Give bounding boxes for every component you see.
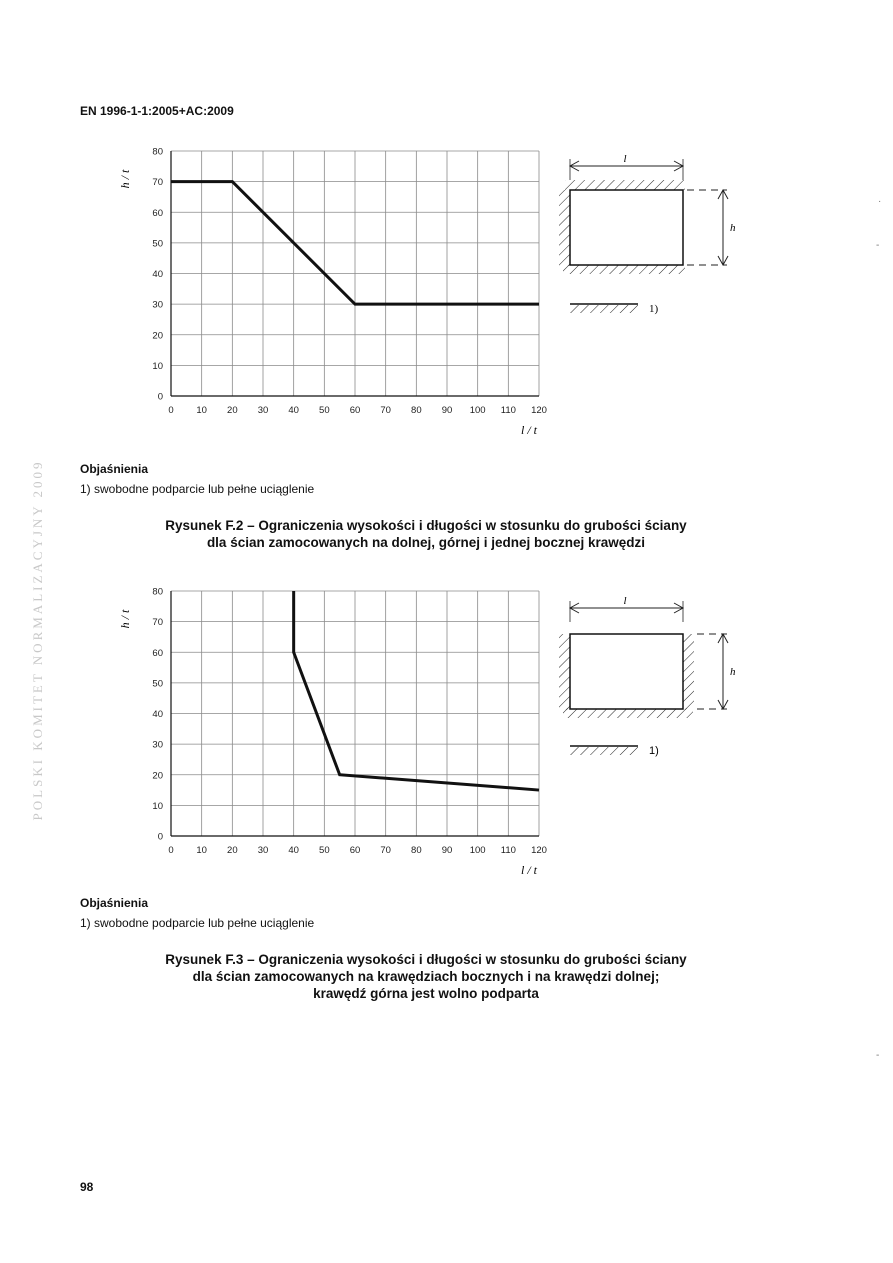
- scan-mark: ·: [878, 196, 882, 207]
- support-symbol-hatch: [570, 747, 638, 755]
- y-tick-label: 20: [152, 770, 163, 782]
- x-tick-label: 0: [168, 405, 174, 416]
- caption-f3-line2: dla ścian zamocowanych na krawędziach bocznych i na krawędzi dolnej;: [192, 969, 660, 984]
- x-tick-label: 120: [531, 845, 547, 856]
- y-tick-label: 70: [152, 617, 163, 629]
- legend-title-f3: Objaśnienia: [80, 896, 149, 910]
- x-tick-label: 80: [411, 405, 422, 416]
- x-tick-label: 100: [469, 405, 486, 416]
- schema-f2: [555, 150, 755, 350]
- schema-f3: [555, 592, 755, 792]
- x-tick-label: 50: [319, 845, 330, 856]
- x-tick-label: 0: [168, 845, 174, 856]
- y-tick-label: 20: [152, 330, 163, 342]
- caption-f3-line3: krawędź górna jest wolno podparta: [313, 986, 539, 1001]
- support-left: [559, 190, 570, 266]
- scan-mark: -: [876, 1050, 880, 1061]
- caption-f3: [80, 951, 772, 1002]
- y-tick-label: 10: [152, 360, 163, 372]
- x-tick-label: 40: [288, 405, 299, 416]
- watermark: POLSKI KOMITET NORMALIZACYJNY 2009: [30, 459, 45, 821]
- y-tick-label: 0: [157, 831, 163, 843]
- caption-f2-line2: dla ścian zamocowanych na dolnej, górnej i jednej bocznej krawędzi: [206, 535, 646, 550]
- x-tick-label: 90: [441, 845, 453, 856]
- x-tick-label: 10: [196, 845, 207, 856]
- scan-mark: -: [876, 240, 880, 251]
- caption-f2-line1: Rysunek F.2 – Ograniczenia wysokości i długości w stosunku do grubości ściany: [165, 518, 687, 533]
- y-tick-label: 50: [152, 678, 163, 690]
- legend-title-f2: Objaśnienia: [80, 462, 149, 476]
- chart-f2: [110, 140, 570, 440]
- x-tick-label: 70: [380, 405, 391, 416]
- x-tick-label: 30: [257, 845, 269, 856]
- x-tick-label: 10: [196, 405, 207, 416]
- document-header: EN 1996-1-1:2005+AC:2009: [80, 104, 234, 118]
- x-tick-label: 70: [380, 845, 391, 856]
- dim-label-h: h: [730, 222, 736, 234]
- y-tick-label: 0: [157, 391, 163, 403]
- x-tick-label: 90: [441, 405, 453, 416]
- x-axis-label: l / t: [520, 863, 538, 877]
- support-left: [559, 634, 570, 710]
- x-tick-label: 60: [349, 845, 361, 856]
- x-tick-label: 30: [257, 405, 269, 416]
- y-tick-label: 80: [152, 146, 163, 158]
- x-tick-label: 60: [349, 405, 361, 416]
- dim-label-h: h: [730, 666, 736, 678]
- y-tick-label: 50: [152, 238, 163, 250]
- note-marker: 1): [649, 303, 659, 315]
- y-tick-label: 30: [152, 299, 163, 311]
- x-tick-label: 40: [288, 845, 299, 856]
- y-tick-label: 40: [152, 709, 163, 720]
- y-tick-label: 60: [152, 647, 163, 659]
- support-right: [683, 634, 694, 710]
- wall-panel: [570, 190, 683, 265]
- y-tick-label: 30: [152, 739, 163, 751]
- y-tick-label: 70: [152, 177, 163, 189]
- legend-item-f2: 1) swobodne podparcie lub pełne uciąglenie: [80, 482, 315, 496]
- x-tick-label: 110: [500, 845, 516, 856]
- y-tick-label: 10: [152, 800, 163, 812]
- legend-item-f3: 1) swobodne podparcie lub pełne uciąglenie: [80, 916, 315, 930]
- chart-f3: [110, 580, 570, 880]
- y-tick-label: 60: [152, 207, 163, 219]
- support-symbol-hatch: [570, 305, 638, 313]
- page-number: 98: [80, 1180, 94, 1194]
- x-tick-label: 20: [227, 405, 238, 416]
- wall-panel: [570, 634, 683, 709]
- x-tick-label: 120: [531, 405, 547, 416]
- x-tick-label: 80: [411, 845, 422, 856]
- note-marker: 1): [649, 745, 659, 757]
- caption-f2: [80, 517, 772, 551]
- support-top: [565, 180, 685, 190]
- y-axis-label: h / t: [118, 609, 132, 629]
- x-tick-label: 50: [319, 405, 330, 416]
- caption-f3-line1: Rysunek F.3 – Ograniczenia wysokości i długości w stosunku do grubości ściany: [165, 952, 687, 967]
- dim-label-l: l: [623, 595, 627, 607]
- x-tick-label: 110: [500, 405, 516, 416]
- y-axis-label: h / t: [118, 169, 132, 189]
- x-tick-label: 20: [227, 845, 238, 856]
- x-axis-label: l / t: [520, 423, 538, 437]
- y-tick-label: 80: [152, 586, 163, 598]
- y-tick-label: 40: [152, 269, 163, 280]
- x-tick-label: 100: [469, 845, 486, 856]
- dim-label-l: l: [623, 153, 627, 165]
